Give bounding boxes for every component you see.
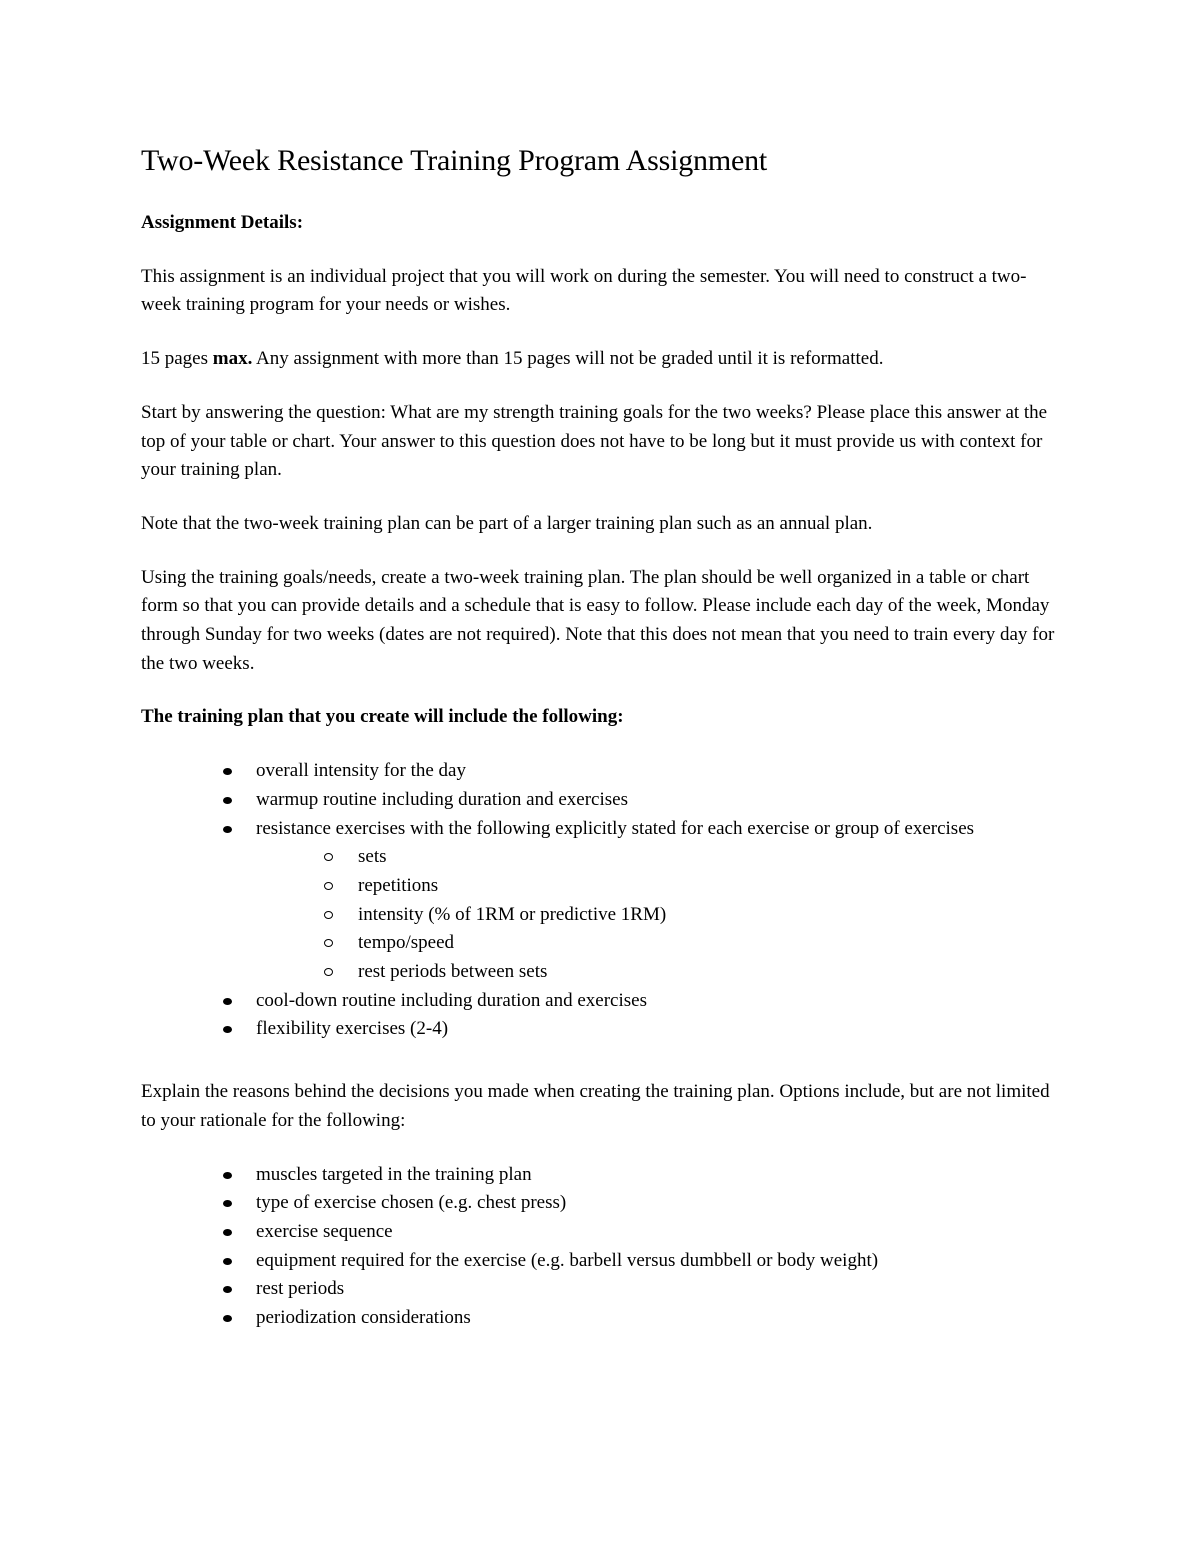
bullet-icon xyxy=(223,1229,232,1236)
circle-bullet-icon xyxy=(324,968,333,976)
list-item-text: overall intensity for the day xyxy=(256,760,466,782)
list-item-text: warmup routine including duration and exercises xyxy=(256,788,628,810)
sub-list-item-text: intensity (% of 1RM or predictive 1RM) xyxy=(358,903,667,925)
plan-includes-heading: The training plan that you create will include the following: xyxy=(141,706,624,728)
sub-list-item-text: tempo/speed xyxy=(358,932,455,954)
sub-list-item xyxy=(256,958,1061,987)
bullet-icon xyxy=(223,1286,232,1293)
sub-list-item xyxy=(256,843,1061,872)
list-item xyxy=(141,1015,1061,1044)
plan-requirements-list xyxy=(141,757,1061,1044)
bullet-icon xyxy=(223,1200,232,1207)
sub-list-item-text: rest periods between sets xyxy=(358,961,548,983)
sub-list-item xyxy=(256,929,1061,958)
page-limit-text-after: Any assignment with more than 15 pages will not be graded until it is reformatted. xyxy=(252,348,884,370)
goals-paragraph: Start by answering the question: What are my strength training goals for the two weeks? Please place this answer at the top of your table or chart. Your answer to this question does not have to be long but it must provide us with context for your training plan. xyxy=(141,401,1048,481)
list-item-text: exercise sequence xyxy=(256,1220,393,1242)
page-limit-paragraph xyxy=(141,345,1061,374)
rationale-list xyxy=(141,1161,1061,1333)
intro-paragraph: This assignment is an individual project that you will work on during the semester. You will need to construct a two-week training program for your needs or wishes. xyxy=(141,265,1027,316)
page-limit-bold: max. xyxy=(212,348,253,370)
bullet-icon xyxy=(223,998,232,1005)
list-item xyxy=(141,1247,1061,1276)
bullet-icon xyxy=(223,826,232,833)
document-title: Two-Week Resistance Training Program Assignment xyxy=(141,144,768,177)
list-item xyxy=(141,1304,1061,1333)
document-page xyxy=(141,142,1061,1358)
list-item xyxy=(141,1189,1061,1218)
sub-list-item-text: sets xyxy=(358,846,387,868)
list-item xyxy=(141,1161,1061,1190)
circle-bullet-icon xyxy=(324,882,333,890)
bullet-icon xyxy=(223,1026,232,1033)
annual-plan-note: Note that the two-week training plan can be part of a larger training plan such as an annual plan. xyxy=(141,512,873,534)
page-limit-text-before: 15 pages xyxy=(141,348,213,370)
bullet-icon xyxy=(223,768,232,775)
list-item-text: equipment required for the exercise (e.g. barbell versus dumbbell or body weight) xyxy=(256,1249,879,1271)
list-item xyxy=(141,786,1061,815)
list-item xyxy=(141,757,1061,786)
bullet-icon xyxy=(223,1172,232,1179)
list-item-text: type of exercise chosen (e.g. chest press) xyxy=(256,1192,567,1214)
list-item-text: rest periods xyxy=(256,1278,345,1300)
list-item-text: muscles targeted in the training plan xyxy=(256,1163,532,1185)
sub-list-item xyxy=(256,872,1061,901)
sub-list-item-text: repetitions xyxy=(358,874,439,896)
bullet-icon xyxy=(223,1258,232,1265)
rationale-paragraph: Explain the reasons behind the decisions you made when creating the training plan. Options include, but are not limited to your rationale for the following: xyxy=(141,1081,1050,1131)
exercise-parameters-list xyxy=(256,843,1061,987)
list-item xyxy=(141,987,1061,1016)
list-item xyxy=(141,815,1061,987)
bullet-icon xyxy=(223,797,232,804)
list-item-text: flexibility exercises (2-4) xyxy=(256,1018,449,1040)
circle-bullet-icon xyxy=(324,853,333,861)
circle-bullet-icon xyxy=(324,911,333,919)
list-item-text: cool-down routine including duration and exercises xyxy=(256,989,647,1011)
list-item-text: resistance exercises with the following explicitly stated for each exercise or group of exercises xyxy=(256,817,975,839)
list-item xyxy=(141,1275,1061,1304)
bullet-icon xyxy=(223,1315,232,1322)
assignment-details-heading: Assignment Details: xyxy=(141,212,304,233)
circle-bullet-icon xyxy=(324,939,333,947)
sub-list-item xyxy=(256,901,1061,930)
list-item-text: periodization considerations xyxy=(256,1307,471,1329)
plan-instructions-paragraph: Using the training goals/needs, create a two-week training plan. The plan should be well organized in a table or chart form so that you can provide details and a schedule that is easy to follow. Please include each day of the week, Monday through Sunday for two weeks (dates are not required). Note that this does not mean that you need to train every day for the two weeks. xyxy=(141,566,1055,674)
list-item xyxy=(141,1218,1061,1247)
